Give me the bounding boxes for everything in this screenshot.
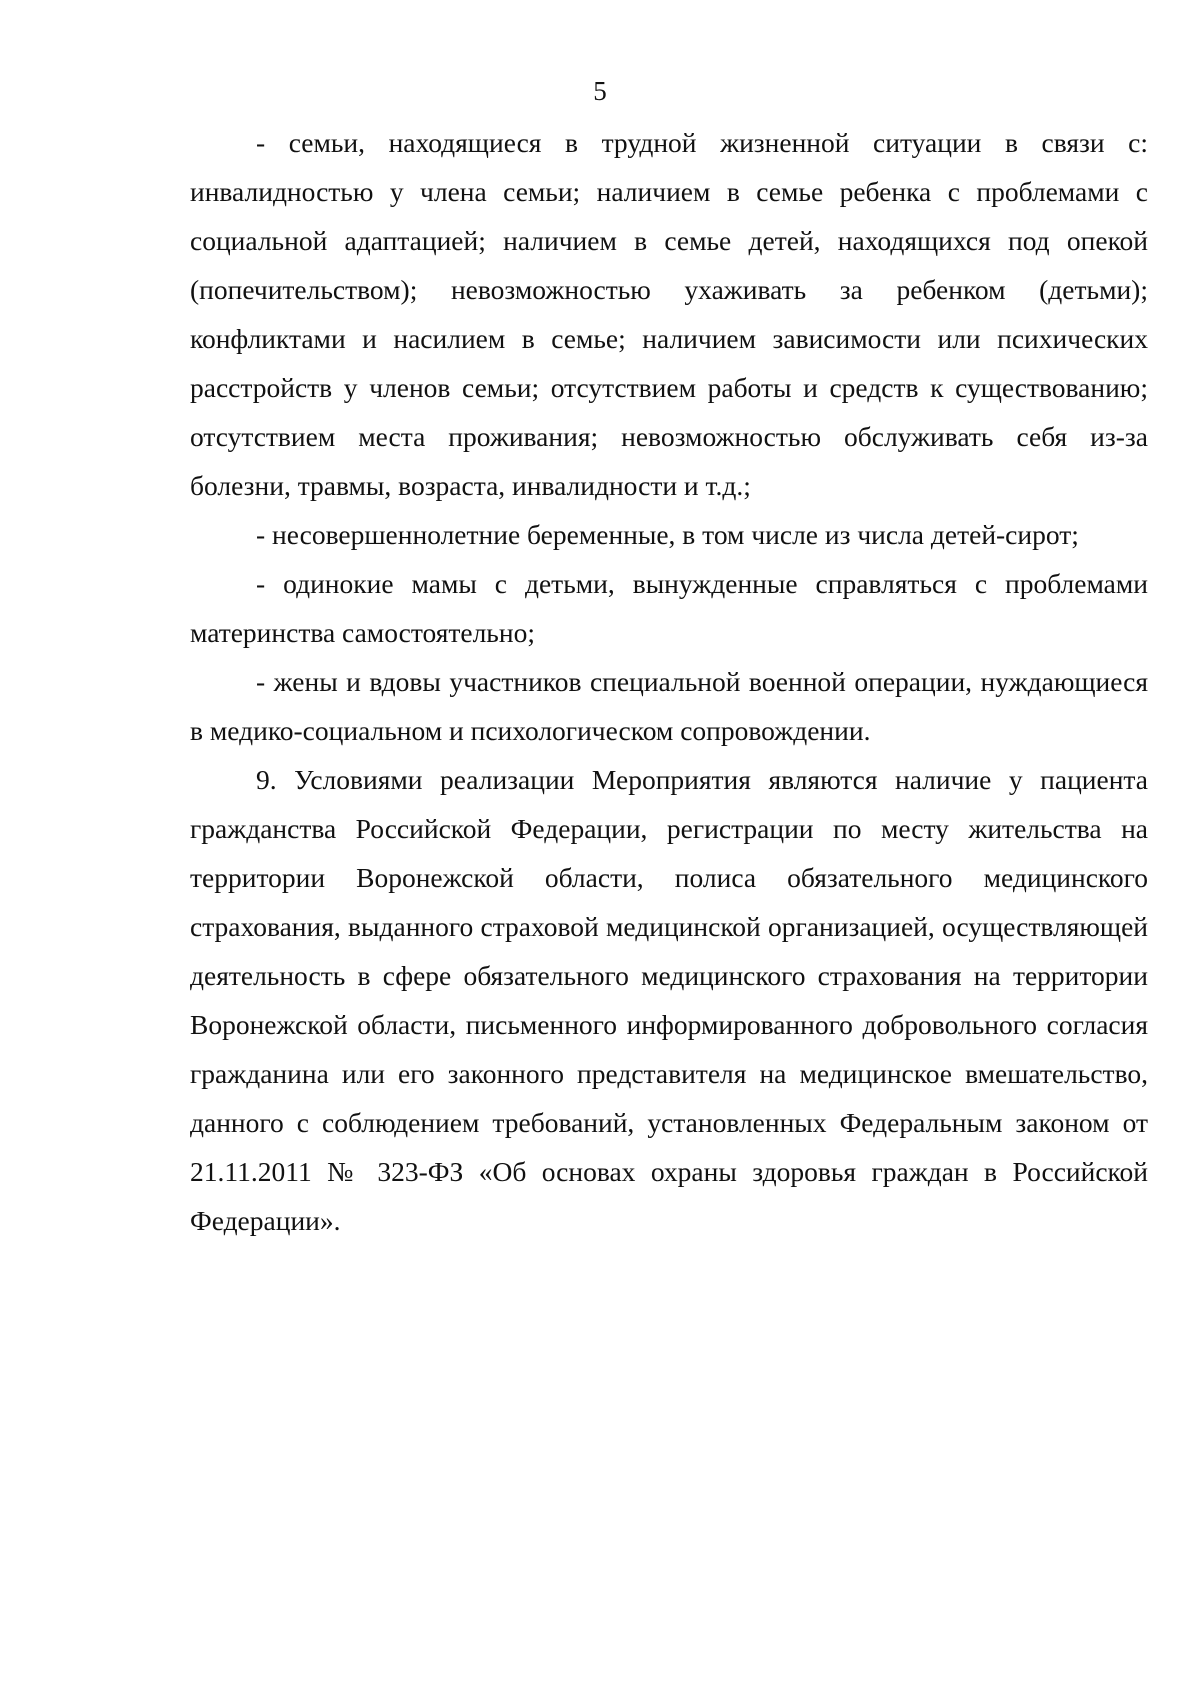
- paragraph-pregnant-minors: - несовершеннолетние беременные, в том числе из числа детей-сирот;: [256, 519, 1079, 550]
- paragraph-single-mothers: - одинокие мамы с детьми, вынужденные справляться с проблемами материнства самостоятельно;: [190, 568, 1148, 648]
- paragraph-families-difficult-situation: - семьи, находящиеся в трудной жизненной ситуации в связи с: инвалидностью у члена семьи; наличием в семье ребенка с проблемами с социальной адаптацией; наличием в семье детей, находящихся под опекой (попечительством); невозможностью ухаживать за ребенком (детьми); конфликтами и насилием в семье; наличием зависимости или психических расстройств у членов семьи; отсутствием работы и средств к существованию; отсутствием места проживания; невозможностью обслуживать себя из-за болезни, травмы, возраста, инвалидности и т.д.;: [190, 127, 1148, 501]
- document-body: [190, 118, 1148, 1245]
- paragraph-section-9-conditions: 9. Условиями реализации Мероприятия являются наличие у пациента гражданства Российской Федерации, регистрации по месту жительства на территории Воронежской области, полиса обязательного медицинского страхования, выданного страховой медицинской организацией, осуществляющей деятельность в сфере обязательного медицинского страхования на территории Воронежской области, письменного информированного добровольного согласия гражданина или его законного представителя на медицинское вмешательство, данного с соблюдением требований, установленных Федеральным законом от 21.11.2011 № 323-ФЗ «Об основах охраны здоровья граждан в Российской Федерации».: [190, 764, 1148, 1236]
- paragraph-wives-widows: - жены и вдовы участников специальной военной операции, нуждающиеся в медико-социальном и психологическом сопровождении.: [190, 666, 1148, 746]
- page-number: 5: [593, 76, 607, 106]
